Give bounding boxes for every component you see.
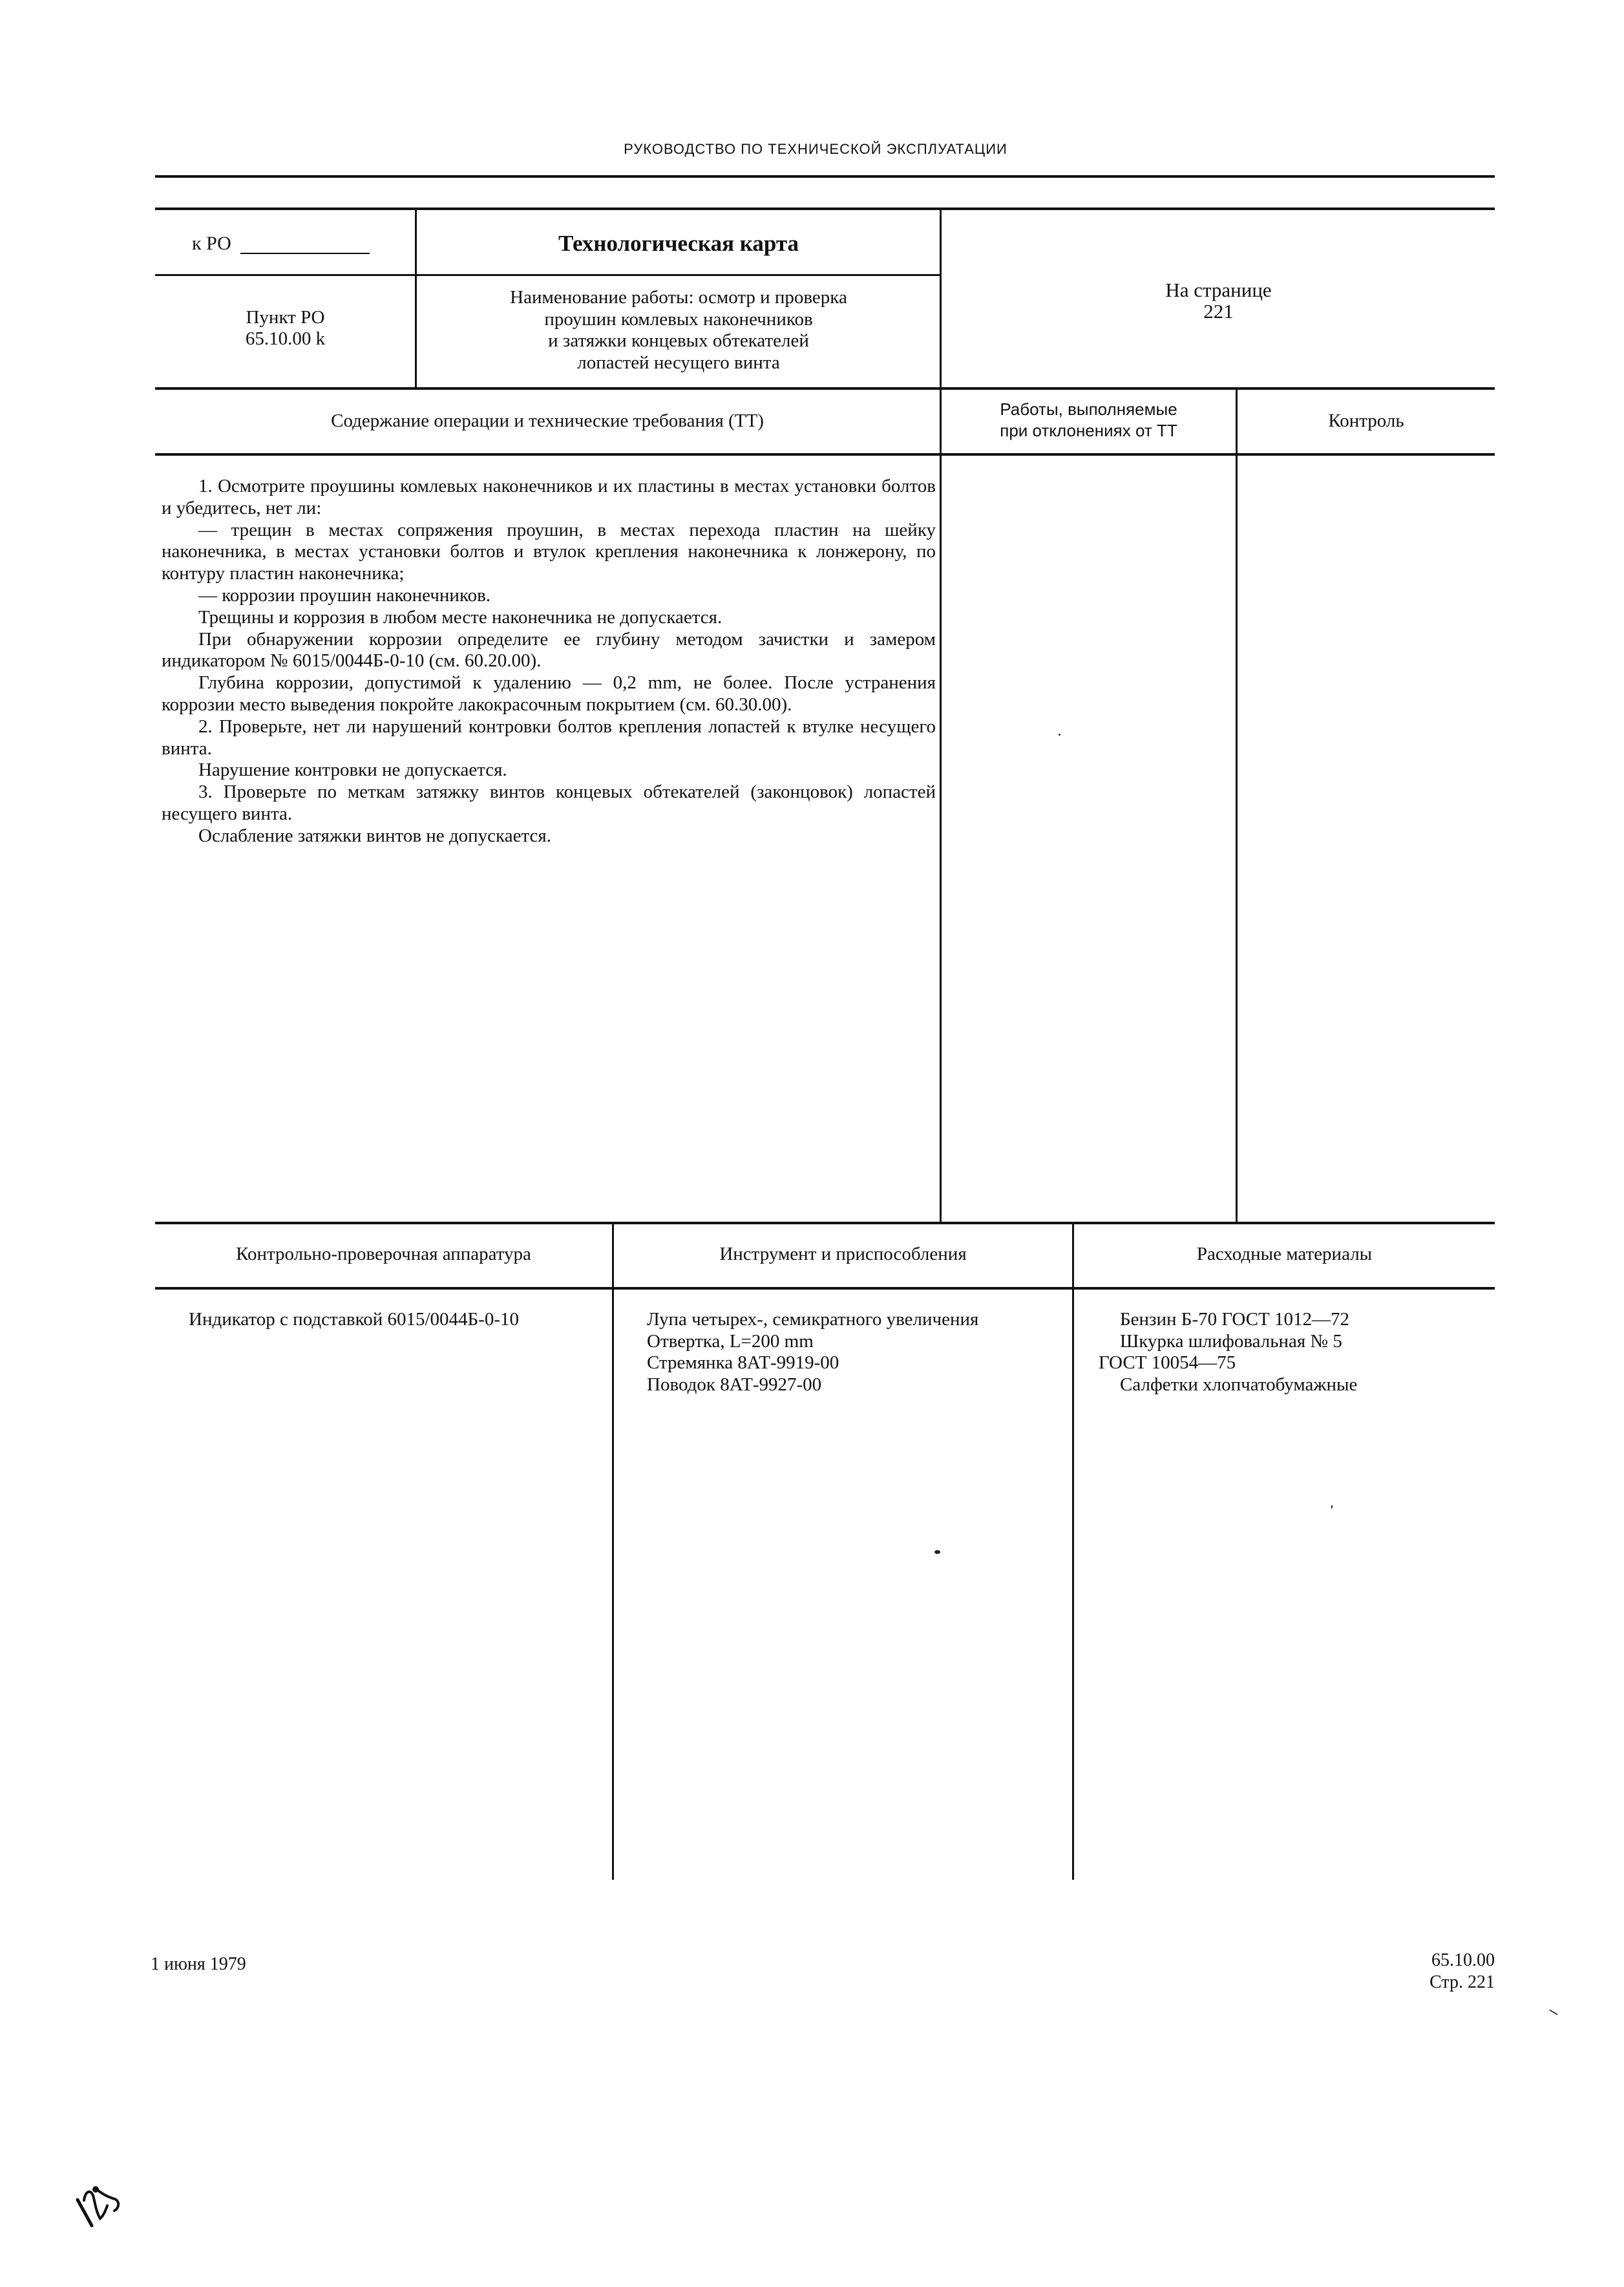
on-page — [942, 279, 1495, 322]
scan-speck — [1059, 734, 1060, 736]
consumable-item: ГОСТ 10054—75 — [1099, 1352, 1236, 1373]
consumables-list — [1099, 1309, 1357, 1396]
equipment-list — [189, 1309, 519, 1331]
deviations-cell — [942, 456, 1235, 1222]
running-head: РУКОВОДСТВО ПО ТЕХНИЧЕСКОЙ ЭКСПЛУАТАЦИИ — [624, 141, 1007, 157]
ops-header-control: Контроль — [1328, 410, 1404, 431]
control-cell — [1238, 456, 1494, 1222]
rule-card-mid — [155, 274, 940, 276]
equipment-item: Индикатор с подставкой 6015/0044Б-0-10 — [189, 1309, 519, 1330]
on-page-label: На странице — [1165, 279, 1272, 301]
punkt-ro — [155, 307, 416, 350]
rule-ops-bottom — [155, 1222, 1495, 1224]
on-page-value: 221 — [1203, 300, 1234, 323]
rule-card-bottom — [155, 387, 1495, 390]
footer-date: 1 июня 1979 — [151, 1954, 246, 1974]
card-title: Технологическая карта — [558, 231, 799, 256]
operation-paragraph: При обнаружении коррозии определите ее глубину методом зачистки и замером индикатором № 6015/0044Б-0-10 (см. 60.20.00). — [162, 628, 936, 672]
operation-paragraph: Нарушение контровки не допускается. — [198, 760, 507, 781]
rule-card-top — [155, 207, 1495, 210]
ops-header-deviations-line: Работы, выполняемые — [1000, 399, 1177, 419]
operation-paragraph: 1. Осмотрите проушины комлевых наконечников и их пластины в местах установки болтов и убедитесь, нет ли: — [162, 476, 936, 518]
operation-paragraph: — коррозии проушин наконечников. — [198, 584, 491, 606]
ops-header-deviations-line: при отклонениях от ТТ — [1000, 421, 1177, 440]
operation-paragraph: — трещин в местах сопряжения проушин, в местах перехода пластин на шейку наконечника, в местах установки болтов и втулок крепления наконечника к лонжерону, по контуру пластин наконечника; — [162, 519, 936, 584]
divider-res-2 — [1072, 1223, 1074, 1880]
operations-content — [162, 476, 936, 847]
scan-stroke — [1549, 2010, 1557, 2016]
punkt-ro-value: 65.10.00 k — [245, 328, 326, 349]
work-name-line: и затяжки концевых обтекателей — [548, 330, 809, 351]
work-name-line: проушин комлевых наконечников — [544, 308, 813, 330]
rule-res-header-bottom — [155, 1287, 1495, 1290]
res-header-consumables: Расходные материалы — [1196, 1244, 1373, 1264]
tool-item: Лупа четырех-, семикратного увеличения — [647, 1309, 979, 1330]
k-ro-blank-line — [240, 253, 370, 254]
res-header-tools: Инструмент и приспособления — [719, 1244, 967, 1264]
operation-paragraph: Ослабление затяжки винтов не допускается. — [198, 825, 551, 846]
consumable-item: Шкурка шлифовальная № 5 — [1120, 1330, 1342, 1352]
divider-card-1 — [415, 209, 417, 388]
operation-paragraph: 3. Проверьте по меткам затяжку винтов концевых обтекателей (законцовок) лопастей несущего винта. — [162, 782, 936, 824]
tools-list — [647, 1309, 978, 1396]
operation-paragraph: 2. Проверьте, нет ли нарушений контровки болтов крепления лопастей к втулке несущего винта. — [162, 716, 936, 759]
rule-top — [155, 175, 1495, 178]
divider-card-2 — [940, 209, 942, 1223]
divider-res-1 — [612, 1223, 614, 1880]
consumable-item: Бензин Б-70 ГОСТ 1012—72 — [1120, 1309, 1349, 1330]
tool-item: Поводок 8АТ-9927-00 — [647, 1374, 822, 1395]
operation-paragraph: Трещины и коррозия в любом месте наконечника не допускается. — [198, 606, 722, 628]
ops-header-content: Содержание операции и технические требования (ТТ) — [331, 410, 764, 431]
punkt-ro-label: Пункт РО — [246, 307, 325, 328]
ops-header-deviations — [942, 399, 1236, 441]
operation-paragraph: Глубина коррозии, допустимой к удалению — 0,2 mm, не более. После устранения коррозии место выведения покройте лакокрасочным покрытием (см. 60.30.00). — [162, 672, 936, 715]
tool-item: Стремянка 8АТ-9919-00 — [647, 1352, 839, 1373]
consumable-item: Салфетки хлопчатобумажные — [1120, 1374, 1358, 1395]
footer-page-label: Стр. 221 — [1429, 1972, 1495, 1992]
footer-page-ref — [1429, 1950, 1495, 1994]
handwritten-note-icon — [65, 2159, 136, 2237]
scan-speck — [1331, 1505, 1333, 1509]
work-name-line: Наименование работы: осмотр и проверка — [510, 287, 847, 308]
res-header-equipment: Контрольно-проверочная аппаратура — [236, 1244, 531, 1264]
work-name — [417, 287, 940, 374]
work-name-line: лопастей несущего винта — [577, 352, 780, 373]
divider-ops-2 — [1236, 388, 1238, 1223]
k-ro-label: к РО — [192, 233, 231, 254]
footer-section-code: 65.10.00 — [1431, 1950, 1495, 1970]
rule-ops-header-bottom — [155, 453, 1495, 456]
scan-speck — [934, 1550, 940, 1554]
tool-item: Отвертка, L=200 mm — [647, 1330, 814, 1352]
